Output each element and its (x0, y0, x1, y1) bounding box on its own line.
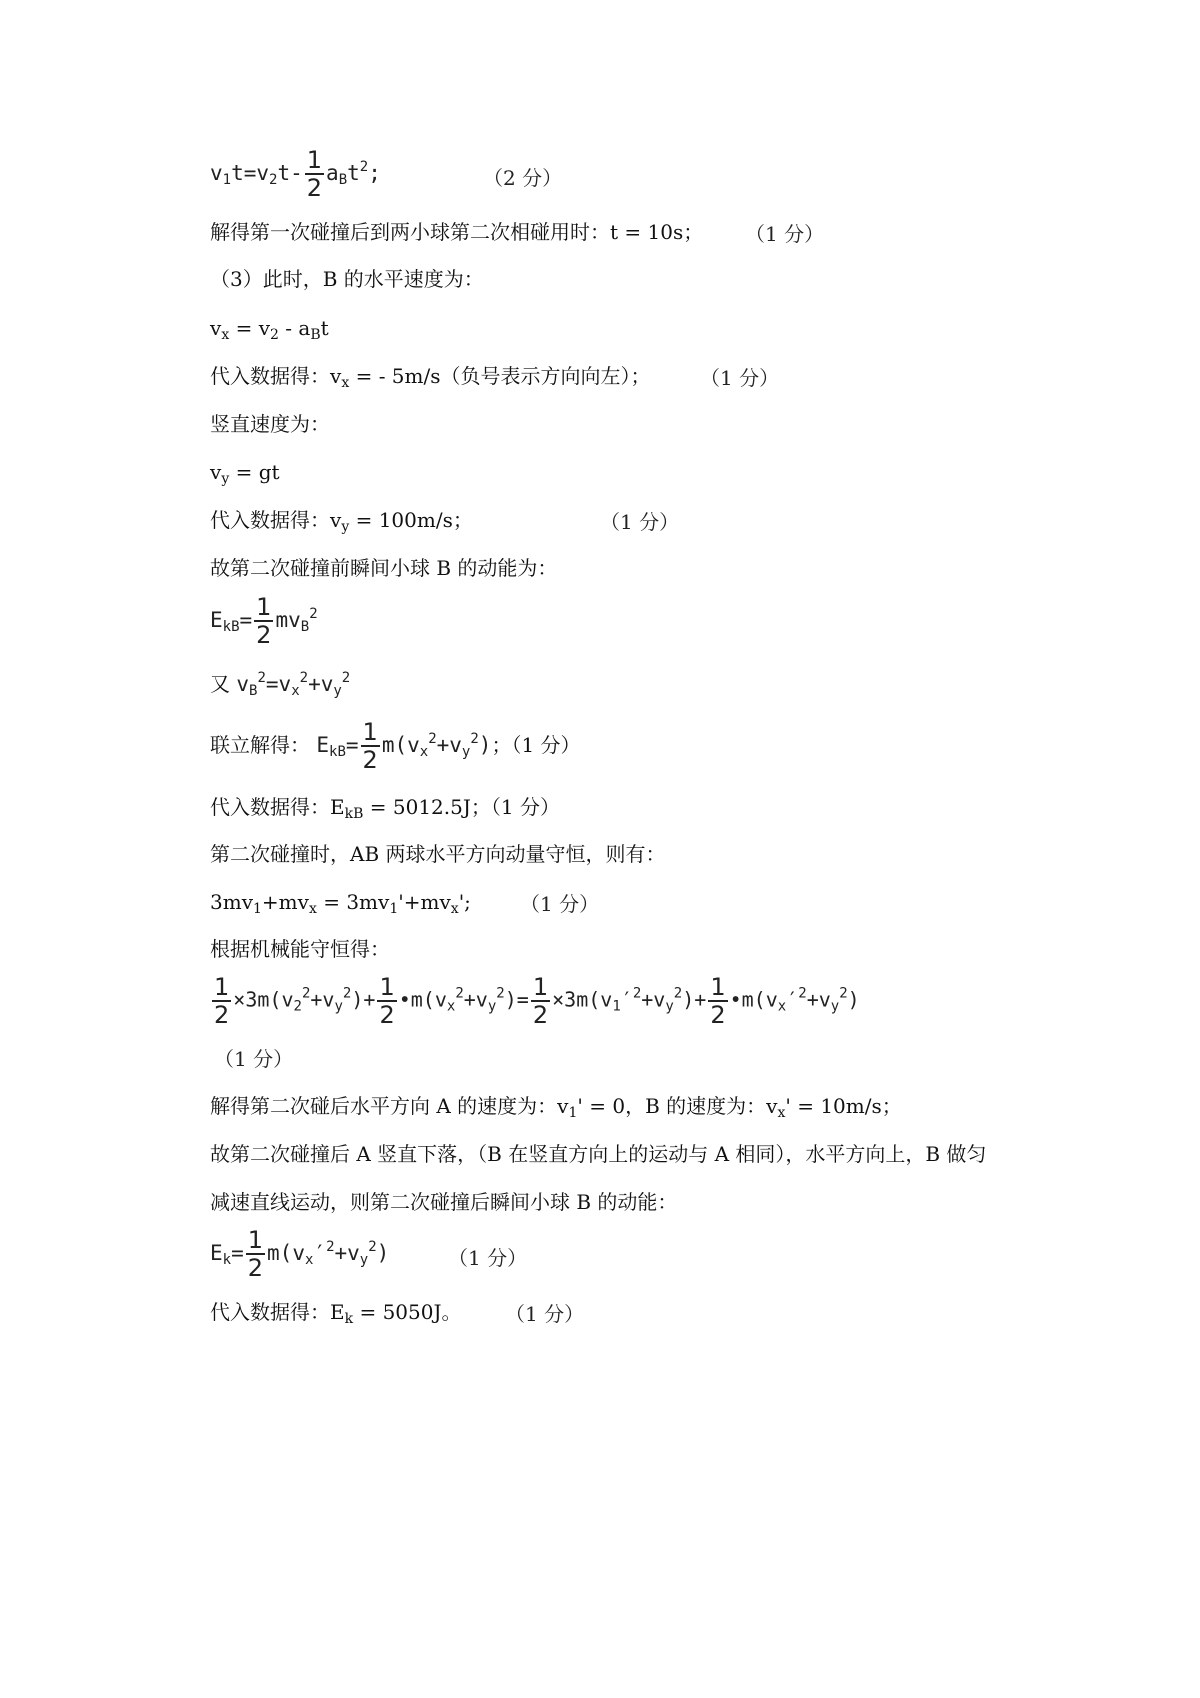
section-heading: （3）此时，B 的水平速度为： (210, 267, 484, 291)
score-mark: （1 分） (700, 366, 780, 390)
fraction-one-half: $\frac{1}{2}$ (532, 973, 549, 1029)
score-mark: （1 分） (448, 1246, 528, 1270)
text-line: 第二次碰撞时，AB 两球水平方向动量守恒，则有： (210, 842, 666, 866)
formula-momentum: $3mv_1+mv_x = 3mv_1'+mv_x'$; (210, 890, 471, 917)
equation-energy-conservation: $\frac{1}{2}$ $\times 3m(v_2^2+v_y^2)+$ $\frac{1}{2}$ $•m(v_x^2+v_y^2)=$ $\frac{1}{2}$ $\times 3m(v_1'^2+v_y^2)+$ $\frac{1}{2}$ $•m(v_x'^2+v_y^2)$ (214, 973, 860, 1029)
formula-vx: $v_x = v_2 - a_Bt$ (210, 316, 329, 343)
text-line: 减速直线运动，则第二次碰撞后瞬间小球 B 的动能： (210, 1190, 678, 1214)
text-line: 代入数据得：$v_x$ = - 5m/s（负号表示方向向左）； (210, 364, 651, 391)
text-line: 根据机械能守恒得： (210, 937, 390, 961)
score-mark: （2 分） (483, 166, 563, 190)
equation-kinetic-energy-after: $E_k=$ $\frac{1}{2}$ $m(v_x'^2+v_y^2)$ (210, 1226, 390, 1282)
text-line: 解得第二次碰后水平方向 A 的速度为：$v_1' = 0$，B 的速度为：$v_x' = 10m/s$； (210, 1094, 902, 1121)
text-line: 代入数据得：$E_{kB} = 5012.5J$；（1 分） (210, 795, 560, 822)
fraction-one-half: $\frac{1}{2}$ (379, 973, 395, 1029)
score-mark: （1 分） (520, 892, 600, 916)
score-mark: （1 分） (214, 1047, 294, 1071)
score-mark: （1 分） (745, 222, 825, 246)
fraction-one-half: $\frac{1}{2}$ (710, 973, 726, 1029)
text-line: 故第二次碰撞前瞬间小球 B 的动能为： (210, 556, 558, 580)
equation-combined: 联立解得： $E_{kB}=$ $\frac{1}{2}$ $m(v_x^2+v_y^2)$；（1 分） (210, 718, 581, 774)
fraction-one-half: $\frac{1}{2}$ (362, 718, 378, 774)
fraction-one-half: $\frac{1}{2}$ (256, 593, 272, 649)
fraction-one-half: $\frac{1}{2}$ (214, 973, 230, 1029)
score-mark: （1 分） (505, 1302, 585, 1326)
fraction-one-half: $\frac{1}{2}$ (247, 1226, 264, 1282)
text-line: 竖直速度为： (210, 412, 330, 436)
equation-kinetic-energy-B: $E_{kB}=$ $\frac{1}{2}$ $mv_B^2$ (210, 593, 318, 649)
text-line: 故第二次碰撞后 A 竖直下落，（B 在竖直方向上的运动与 A 相同），水平方向上，B 做匀 (210, 1142, 987, 1166)
score-mark: （1 分） (600, 510, 680, 534)
text-line: 解得第一次碰撞后到两小球第二次相碰用时：t = 10s； (210, 220, 704, 244)
equation-velocity-squared: 又 $v_B^2=v_x^2+v_y^2$ (210, 670, 351, 699)
text-line: 代入数据得：$v_y = 100m/s$； (210, 508, 473, 535)
equation-relative-motion: $v_1t=v_2t-$ $\frac{1}{2}$ $a_Bt^2$; (210, 146, 381, 202)
formula-vy: $v_y$ = gt (210, 460, 280, 487)
fraction-one-half: $\frac{1}{2}$ (306, 146, 323, 202)
text-line: 代入数据得：$E_k = 5050J$。 (210, 1300, 462, 1327)
